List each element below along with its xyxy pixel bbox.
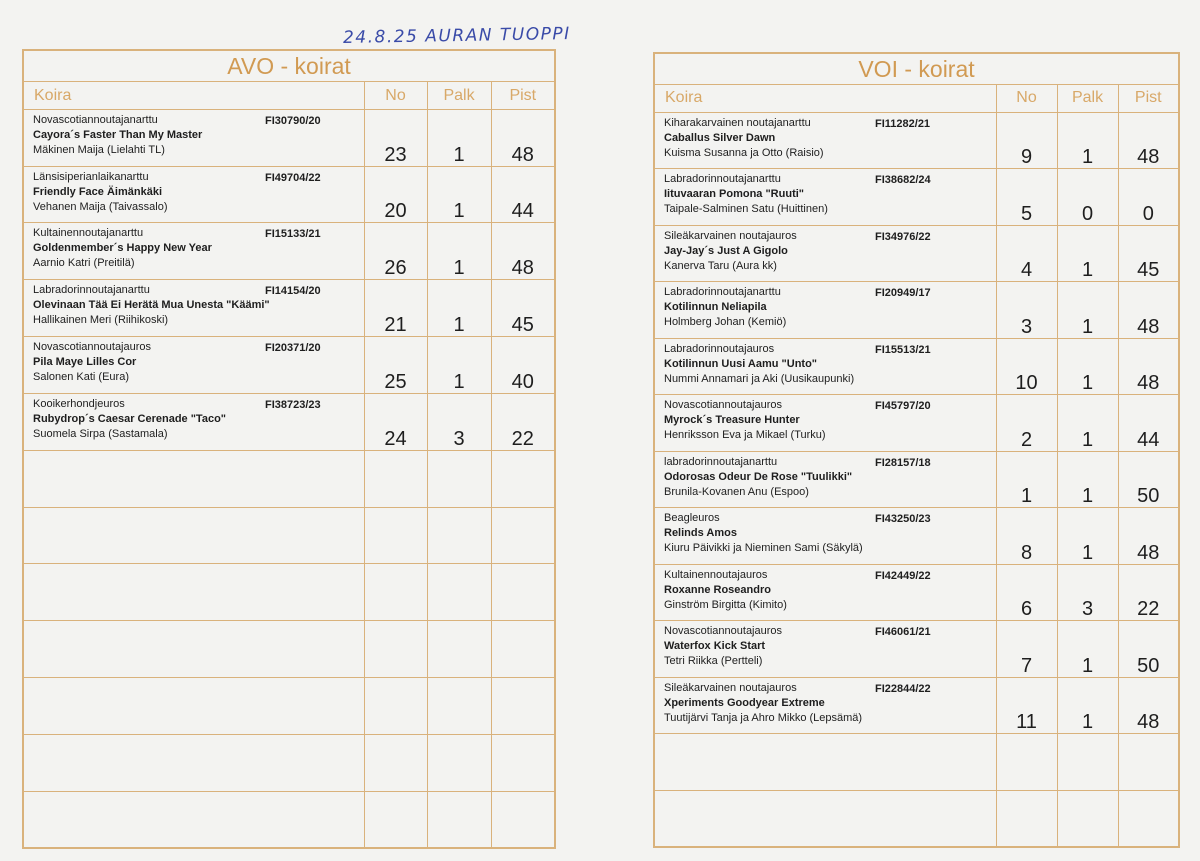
table-row	[654, 451, 1179, 508]
palk-cell: 1	[427, 109, 491, 166]
table-row	[23, 791, 555, 848]
avo-results-table	[22, 49, 556, 849]
no-cell: 24	[364, 393, 427, 450]
no-cell	[364, 734, 427, 791]
dog-entry-cell	[654, 338, 996, 395]
palk-cell: 1	[1057, 508, 1118, 565]
no-cell: 3	[996, 282, 1057, 339]
palk-cell: 1	[1057, 225, 1118, 282]
pist-cell	[491, 791, 555, 848]
dog-entry-cell	[23, 109, 364, 166]
pist-cell: 48	[1118, 112, 1179, 169]
dog-name: Cayora´s Faster Than My Master	[33, 128, 203, 141]
dog-owner: Kanerva Taru (Aura kk)	[664, 259, 777, 272]
no-cell: 1	[996, 451, 1057, 508]
column-header-koira: Koira	[654, 85, 996, 112]
dog-name: Waterfox Kick Start	[664, 640, 766, 653]
pist-cell: 44	[1118, 395, 1179, 452]
registration-number: FI38723/23	[265, 398, 321, 411]
pist-cell: 22	[491, 393, 555, 450]
table-row	[23, 337, 555, 394]
palk-cell: 0	[1057, 169, 1118, 226]
table-row	[654, 564, 1179, 621]
palk-cell: 1	[1057, 395, 1118, 452]
registration-number: FI20949/17	[875, 287, 931, 300]
dog-name: Pila Maye Lilles Cor	[33, 356, 137, 369]
dog-breed: Kooikerhondjeuros	[33, 397, 125, 410]
registration-number: FI30790/20	[265, 114, 321, 127]
dog-owner: Salonen Kati (Eura)	[33, 371, 129, 384]
registration-number: FI42449/22	[875, 569, 931, 582]
palk-cell: 1	[427, 337, 491, 394]
dog-entry-cell	[23, 621, 364, 678]
dog-name: Myrock´s Treasure Hunter	[664, 414, 800, 427]
registration-number: FI34976/22	[875, 230, 931, 243]
dog-entry-cell	[654, 395, 996, 452]
pist-cell	[1118, 734, 1179, 791]
dog-owner: Hallikainen Meri (Riihikoski)	[33, 314, 169, 327]
dog-entry-cell	[23, 564, 364, 621]
dog-owner: Henriksson Eva ja Mikael (Turku)	[664, 429, 826, 442]
no-cell: 25	[364, 337, 427, 394]
dog-owner: Nummi Annamari ja Aki (Uusikaupunki)	[664, 372, 855, 385]
table-row	[23, 223, 555, 280]
dog-owner: Kiuru Päivikki ja Nieminen Sami (Säkylä)	[664, 542, 863, 555]
no-cell	[364, 450, 427, 507]
table-row	[654, 734, 1179, 791]
dog-breed: Novascotiannoutajauros	[33, 341, 152, 354]
table-row	[23, 677, 555, 734]
dog-entry-cell	[654, 621, 996, 678]
palk-cell	[427, 621, 491, 678]
voi-table-body	[654, 53, 1179, 847]
no-cell: 4	[996, 225, 1057, 282]
pist-cell: 50	[1118, 621, 1179, 678]
palk-cell: 1	[1057, 338, 1118, 395]
pist-cell: 0	[1118, 169, 1179, 226]
dog-breed: Beagleuros	[664, 512, 720, 525]
palk-cell: 1	[1057, 621, 1118, 678]
no-cell	[364, 621, 427, 678]
dog-entry-cell	[654, 677, 996, 734]
no-cell	[996, 734, 1057, 791]
dog-name: Odorosas Odeur De Rose "Tuulikki"	[664, 470, 853, 483]
no-cell: 21	[364, 280, 427, 337]
pist-cell	[491, 677, 555, 734]
palk-cell	[427, 734, 491, 791]
dog-breed: Novascotiannoutajauros	[664, 399, 783, 412]
dog-owner: Mäkinen Maija (Lielahti TL)	[33, 143, 165, 156]
table-row	[654, 508, 1179, 565]
pist-cell: 48	[1118, 508, 1179, 565]
dog-name: Goldenmember´s Happy New Year	[33, 242, 212, 255]
voi-header-row	[654, 85, 1179, 112]
dog-breed: Labradorinnoutajanarttu	[664, 173, 781, 186]
pist-cell	[491, 564, 555, 621]
table-row	[654, 169, 1179, 226]
palk-cell: 1	[1057, 112, 1118, 169]
pist-cell	[491, 507, 555, 564]
no-cell	[364, 564, 427, 621]
dog-entry-cell	[23, 166, 364, 223]
dog-entry-cell	[654, 451, 996, 508]
palk-cell: 1	[1057, 451, 1118, 508]
dog-breed: Sileäkarvainen noutajauros	[664, 681, 797, 694]
avo-title-row	[23, 50, 555, 82]
dog-breed: Kultainennoutajanarttu	[33, 227, 144, 240]
table-row	[654, 282, 1179, 339]
palk-cell: 1	[427, 166, 491, 223]
no-cell	[996, 790, 1057, 847]
pist-cell: 48	[491, 223, 555, 280]
dog-breed: Sileäkarvainen noutajauros	[664, 229, 797, 242]
no-cell	[364, 791, 427, 848]
column-header-koira: Koira	[23, 82, 364, 109]
avo-table-body	[23, 50, 555, 848]
table-row	[654, 225, 1179, 282]
no-cell: 9	[996, 112, 1057, 169]
dog-owner: Brunila-Kovanen Anu (Espoo)	[664, 485, 809, 498]
dog-entry-cell	[654, 790, 996, 847]
dog-breed: Novascotiannoutajanarttu	[33, 113, 158, 126]
dog-entry-cell	[23, 223, 364, 280]
dog-entry-cell	[654, 112, 996, 169]
palk-cell	[427, 507, 491, 564]
table-row	[654, 677, 1179, 734]
registration-number: FI11282/21	[875, 117, 931, 130]
dog-name: Rubydrop´s Caesar Cerenade "Taco"	[33, 412, 227, 425]
no-cell: 6	[996, 564, 1057, 621]
dog-breed: Labradorinnoutajanarttu	[33, 284, 150, 297]
table-row	[654, 621, 1179, 678]
pist-cell: 44	[491, 166, 555, 223]
table-row	[23, 450, 555, 507]
dog-entry-cell	[23, 280, 364, 337]
palk-cell	[427, 791, 491, 848]
no-cell: 26	[364, 223, 427, 280]
table-row	[23, 564, 555, 621]
dog-name: Caballus Silver Dawn	[664, 131, 776, 144]
table-row	[654, 112, 1179, 169]
dog-name: Relinds Amos	[664, 527, 737, 540]
dog-breed: labradorinnoutajanarttu	[664, 455, 778, 468]
column-header-palk: Palk	[427, 82, 491, 109]
registration-number: FI14154/20	[265, 285, 321, 298]
dog-entry-cell	[654, 169, 996, 226]
dog-entry-cell	[654, 508, 996, 565]
palk-cell: 1	[427, 280, 491, 337]
palk-cell	[427, 564, 491, 621]
dog-entry-cell	[23, 450, 364, 507]
dog-owner: Aarnio Katri (Preitilä)	[33, 257, 135, 270]
registration-number: FI49704/22	[265, 171, 321, 184]
dog-name: Kotilinnun Uusi Aamu "Unto"	[664, 357, 818, 370]
registration-number: FI15133/21	[265, 228, 321, 241]
no-cell	[364, 677, 427, 734]
dog-owner: Tetri Riikka (Pertteli)	[664, 655, 763, 668]
dog-entry-cell	[654, 282, 996, 339]
palk-cell: 1	[427, 223, 491, 280]
dog-owner: Tuutijärvi Tanja ja Ahro Mikko (Lepsämä)	[664, 711, 863, 724]
palk-cell	[1057, 790, 1118, 847]
no-cell: 8	[996, 508, 1057, 565]
palk-cell	[427, 677, 491, 734]
table-row	[654, 790, 1179, 847]
dog-breed: Kultainennoutajauros	[664, 568, 768, 581]
voi-title: VOI - koirat	[654, 53, 1179, 85]
dog-name: Kotilinnun Neliapila	[664, 301, 767, 314]
pist-cell: 48	[1118, 677, 1179, 734]
dog-owner: Vehanen Maija (Taivassalo)	[33, 200, 168, 213]
table-row	[23, 621, 555, 678]
column-header-pist: Pist	[1118, 85, 1179, 112]
voi-title-row	[654, 53, 1179, 85]
handwritten-date-note: 24.8.25 AURAN TUOPPI	[342, 24, 571, 48]
dog-name: Iituvaaran Pomona "Ruuti"	[664, 188, 805, 201]
column-header-pist: Pist	[491, 82, 555, 109]
dog-entry-cell	[23, 337, 364, 394]
pist-cell: 40	[491, 337, 555, 394]
registration-number: FI43250/23	[875, 513, 931, 526]
pist-cell	[491, 621, 555, 678]
dog-name: Roxanne Roseandro	[664, 583, 771, 596]
dog-entry-cell	[23, 507, 364, 564]
registration-number: FI38682/24	[875, 174, 931, 187]
table-row	[23, 109, 555, 166]
dog-name: Olevinaan Tää Ei Herätä Mua Unesta "Käämi"	[33, 299, 270, 312]
table-row	[23, 280, 555, 337]
table-row	[654, 395, 1179, 452]
table-row	[23, 166, 555, 223]
no-cell: 10	[996, 338, 1057, 395]
avo-title: AVO - koirat	[23, 50, 555, 82]
dog-name: Xperiments Goodyear Extreme	[664, 696, 825, 709]
palk-cell: 3	[1057, 564, 1118, 621]
table-row	[23, 393, 555, 450]
no-cell	[364, 507, 427, 564]
dog-breed: Kiharakarvainen noutajanarttu	[664, 116, 811, 129]
dog-name: Jay-Jay´s Just A Gigolo	[664, 244, 788, 257]
no-cell: 11	[996, 677, 1057, 734]
avo-header-row	[23, 82, 555, 109]
palk-cell: 1	[1057, 282, 1118, 339]
palk-cell	[427, 450, 491, 507]
pist-cell: 45	[1118, 225, 1179, 282]
dog-entry-cell	[23, 393, 364, 450]
voi-results-table	[653, 52, 1180, 848]
registration-number: FI28157/18	[875, 456, 931, 469]
dog-entry-cell	[654, 734, 996, 791]
pist-cell	[491, 734, 555, 791]
dog-owner: Taipale-Salminen Satu (Huittinen)	[664, 203, 828, 216]
registration-number: FI46061/21	[875, 626, 931, 639]
dog-entry-cell	[23, 677, 364, 734]
dog-entry-cell	[23, 791, 364, 848]
no-cell: 2	[996, 395, 1057, 452]
column-header-no: No	[364, 82, 427, 109]
palk-cell	[1057, 734, 1118, 791]
table-row	[654, 338, 1179, 395]
no-cell: 7	[996, 621, 1057, 678]
pist-cell: 48	[1118, 282, 1179, 339]
table-row	[23, 734, 555, 791]
pist-cell: 48	[1118, 338, 1179, 395]
dog-breed: Novascotiannoutajauros	[664, 625, 783, 638]
dog-entry-cell	[654, 225, 996, 282]
dog-owner: Ginström Birgitta (Kimito)	[664, 598, 787, 611]
registration-number: FI22844/22	[875, 682, 931, 695]
palk-cell: 1	[1057, 677, 1118, 734]
registration-number: FI20371/20	[265, 342, 321, 355]
registration-number: FI15513/21	[875, 343, 931, 356]
no-cell: 5	[996, 169, 1057, 226]
column-header-palk: Palk	[1057, 85, 1118, 112]
dog-breed: Länsisiperianlaikanarttu	[33, 170, 149, 183]
pist-cell: 22	[1118, 564, 1179, 621]
dog-entry-cell	[654, 564, 996, 621]
column-header-no: No	[996, 85, 1057, 112]
pist-cell: 50	[1118, 451, 1179, 508]
pist-cell: 45	[491, 280, 555, 337]
dog-owner: Kuisma Susanna ja Otto (Raisio)	[664, 146, 824, 159]
dog-owner: Suomela Sirpa (Sastamala)	[33, 427, 168, 440]
palk-cell: 3	[427, 393, 491, 450]
pist-cell: 48	[491, 109, 555, 166]
no-cell: 20	[364, 166, 427, 223]
dog-breed: Labradorinnoutajanarttu	[664, 286, 781, 299]
dog-breed: Labradorinnoutajauros	[664, 342, 775, 355]
dog-owner: Holmberg Johan (Kemiö)	[664, 316, 787, 329]
registration-number: FI45797/20	[875, 400, 931, 413]
pist-cell	[1118, 790, 1179, 847]
no-cell: 23	[364, 109, 427, 166]
dog-name: Friendly Face Äimänkäki	[33, 185, 162, 198]
pist-cell	[491, 450, 555, 507]
table-row	[23, 507, 555, 564]
dog-entry-cell	[23, 734, 364, 791]
